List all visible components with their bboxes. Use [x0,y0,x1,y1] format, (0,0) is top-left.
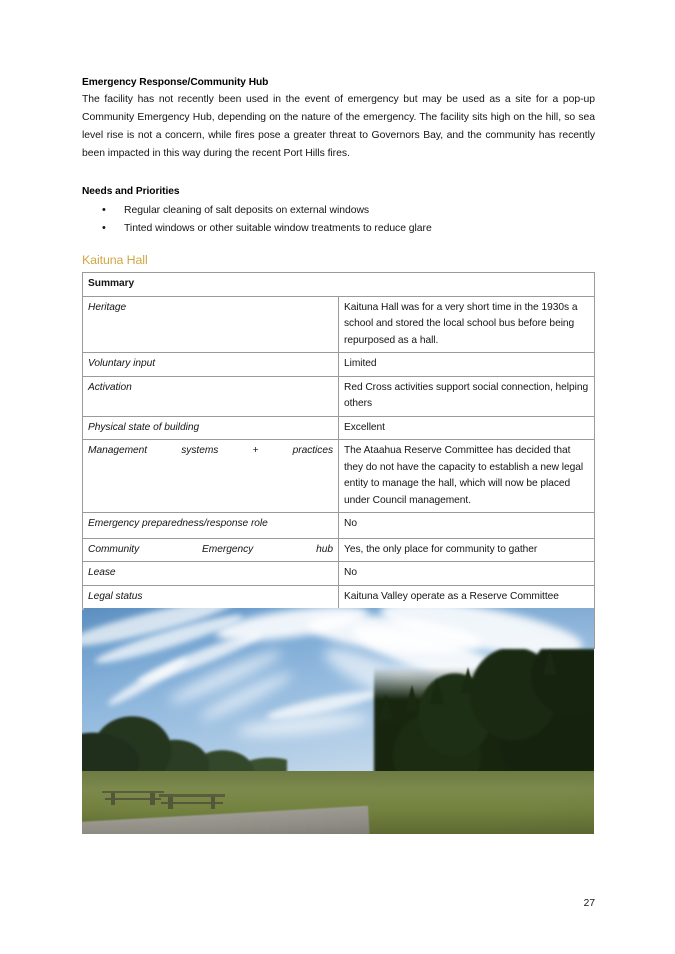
picnic-table [159,794,226,808]
table-header-cell: Summary [83,273,595,297]
table-row-label: Emergency preparedness/response role [83,513,339,539]
table-row-label: Physical state of building [83,416,339,440]
bullet-icon: • [102,203,106,216]
emergency-response-heading: Emergency Response/Community Hub [82,77,269,88]
picnic-table [102,791,163,805]
list-item-label: Regular cleaning of salt deposits on external windows [124,204,370,216]
table-row-label: Community Emergency hub [83,538,339,562]
list-item-label: Tinted windows or other suitable window treatments to reduce glare [124,223,432,235]
summary-table [82,272,595,649]
table-row-value: No [339,562,595,586]
page-number: 27 [583,898,595,909]
spacer [82,239,595,253]
picnic-table-leg [211,797,216,809]
table-row-value: Limited [339,353,595,377]
spacer [82,163,595,185]
table-row [83,440,595,513]
list-item [82,220,595,239]
page-content [82,76,595,649]
table-row-label: Voluntary input [83,353,339,377]
table-row [83,376,595,416]
heat-pump-unit [82,608,84,610]
table-row-value: No [339,513,595,539]
table-row-value: Excellent [339,416,595,440]
table-row [83,416,595,440]
table-row [83,296,595,353]
table-row [83,538,595,562]
table-row-value: The Ataahua Reserve Committee has decided that they do not have the capacity to establish a new legal entity to manage the hall, which will now be placed under Council management. [339,440,595,513]
list-item [82,202,595,221]
table-row [83,513,595,539]
picnic-table-leg [150,793,154,804]
table-row [83,585,595,609]
kaituna-hall-heading: Kaituna Hall [82,252,148,267]
tree-spike [430,678,444,704]
table-row [83,353,595,377]
emergency-response-paragraph: The facility has not recently been used in the event of emergency but may be used as a site for a pop-up Community Emergency Hub, depending on the nature of the emergency. The facility sits high on the hill, so sea level rise is not a concern, while fires pose a greater threat to Governors Bay, and the community has recently been impacted in this way during the recent Port Hills fires. [82,94,595,160]
tree-spike [543,649,557,675]
photo-canvas [82,608,594,834]
table-row-value: Kaituna Valley operate as a Reserve Committee [339,585,595,609]
needs-and-priorities-heading: Needs and Priorities [82,186,180,198]
picnic-table-leg [168,797,173,809]
table-row [83,562,595,586]
table-row-value: Red Cross activities support social connection, helping others [339,376,595,416]
table-row-label: Heritage [83,296,339,353]
table-row-label: Lease [83,562,339,586]
needs-and-priorities-list [82,202,595,239]
tree-spike [379,694,393,720]
table-header-row [83,273,595,297]
bullet-icon: • [102,222,106,235]
table-row-label: Management systems + practices [83,440,339,513]
table-row-label: Legal status [83,585,339,609]
table-row-value: Kaituna Hall was for a very short time in the 1930s a school and stored the local school bus before being repurposed as a hall. [339,296,595,353]
tree-spike [502,658,516,684]
table-row-label: Activation [83,376,339,416]
table-row-value: Yes, the only place for community to gather [339,538,595,562]
tree-spike [405,685,419,711]
kaituna-hall-photo [82,608,594,834]
tree-spike [461,667,475,693]
picnic-table-leg [111,793,115,804]
